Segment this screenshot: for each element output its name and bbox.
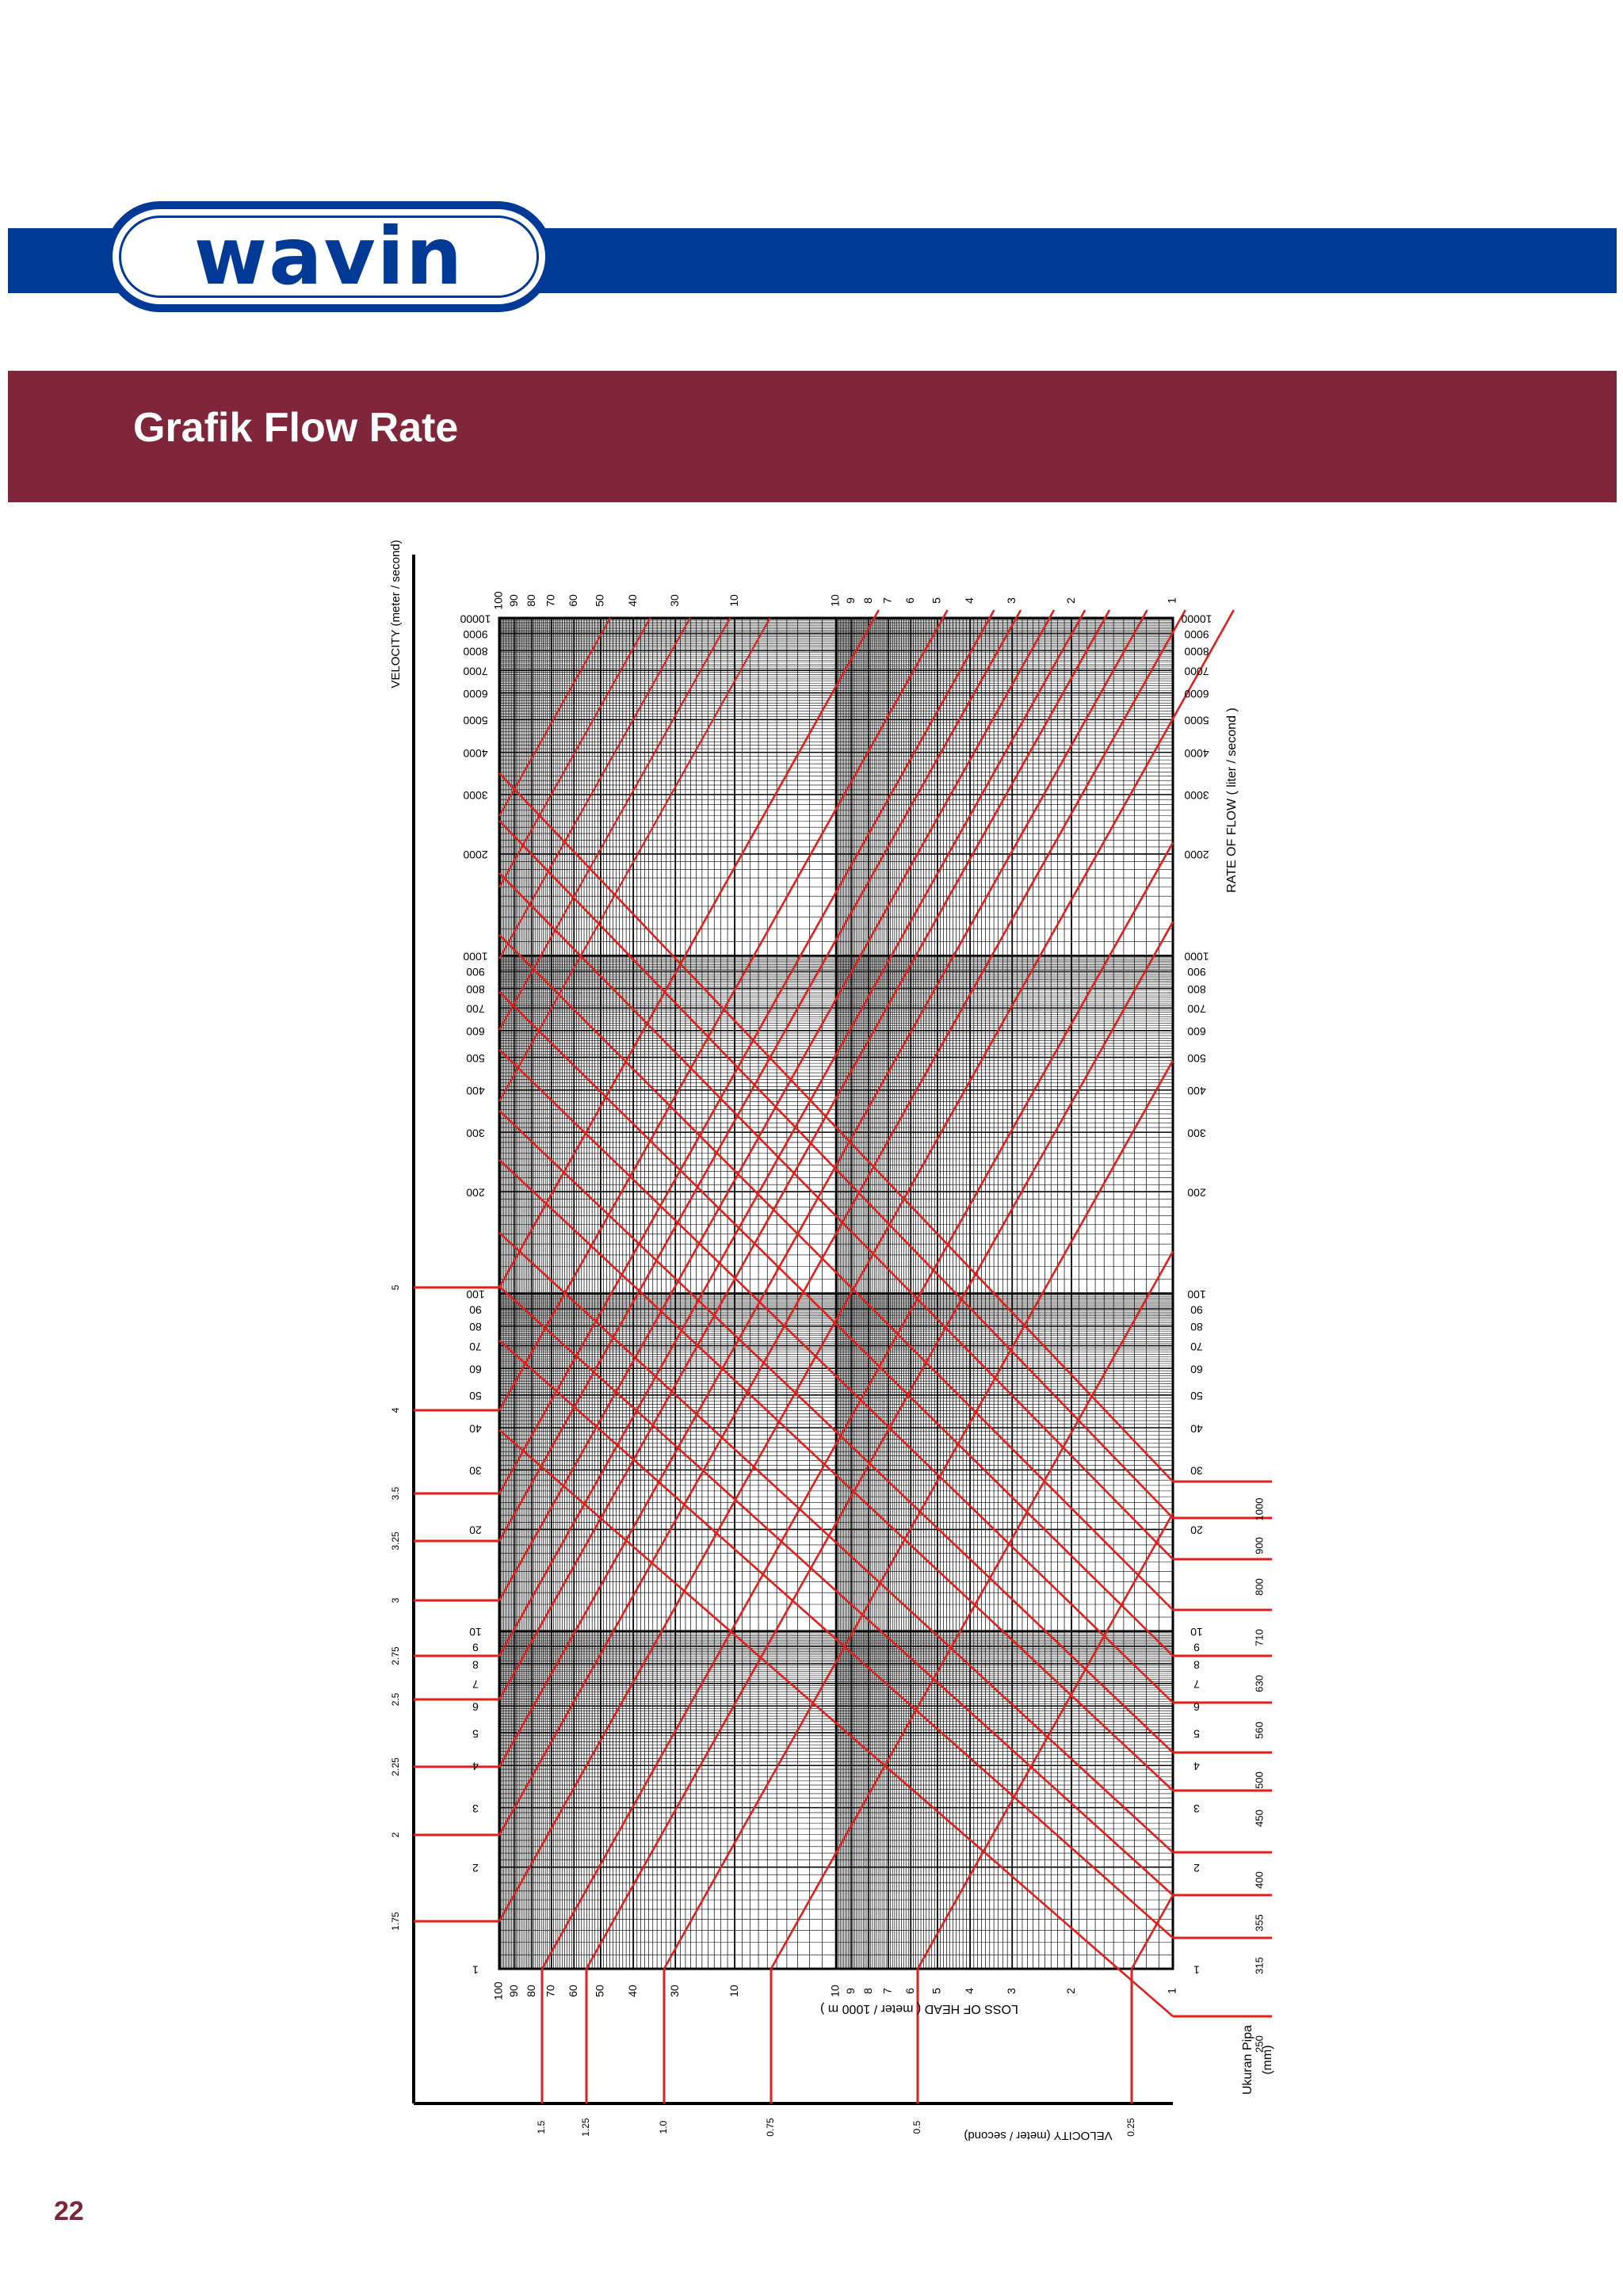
flow-tick-right: 7000	[1184, 665, 1209, 678]
flow-tick-right: 9000	[1184, 627, 1209, 641]
flow-tick-left: 600	[466, 1025, 485, 1039]
velocity-tick-left: 2	[390, 1832, 402, 1838]
flow-tick-left: 20	[469, 1524, 482, 1537]
head-tick-bottom: 2	[1064, 1988, 1077, 1994]
flow-tick-left: 4	[472, 1760, 479, 1773]
head-tick-top: 80	[524, 594, 537, 607]
flow-tick-right: 5	[1193, 1727, 1200, 1741]
head-tick-top: 50	[593, 594, 606, 607]
flow-tick-left: 6000	[463, 687, 488, 700]
head-tick-bottom: 10	[828, 1985, 842, 1997]
velocity-tick-left: 2.5	[390, 1692, 402, 1707]
flow-tick-left: 3000	[463, 789, 488, 803]
head-tick-top: 2	[1064, 597, 1077, 604]
flow-tick-left: 60	[469, 1363, 482, 1376]
flow-tick-left: 2000	[463, 849, 488, 862]
velocity-line	[771, 1252, 1173, 1969]
velocity-tick-bottom: 1.25	[580, 2118, 592, 2137]
flow-tick-left: 6	[472, 1700, 479, 1714]
velocity-line	[499, 610, 1109, 1699]
head-tick-bottom: 80	[524, 1985, 537, 1997]
head-tick-bottom: 60	[566, 1985, 579, 1997]
pipe-size-tick: 355	[1253, 1914, 1266, 1932]
head-tick-bottom: 10	[727, 1985, 740, 1997]
pipe-size-axis-label: Ukuran Pipa	[1241, 2024, 1255, 2096]
velocity-tick-bottom: 1.0	[658, 2120, 670, 2134]
page-title: Grafik Flow Rate	[133, 405, 459, 451]
flow-tick-right: 8000	[1184, 645, 1209, 658]
flow-tick-left: 50	[469, 1390, 482, 1403]
flow-tick-left: 1	[472, 1963, 479, 1977]
head-tick-bottom: 50	[593, 1985, 606, 1997]
pipe-size-tick: 400	[1253, 1871, 1266, 1889]
pipe-size-tick: 710	[1253, 1629, 1266, 1646]
pipe-size-tick: 1000	[1253, 1497, 1266, 1521]
velocity-tick-bottom: 1.5	[536, 2120, 548, 2134]
pipe-size-tick: 500	[1253, 1772, 1266, 1789]
flow-tick-left: 80	[469, 1321, 482, 1334]
flow-tick-left: 10000	[460, 612, 491, 626]
head-tick-top: 1	[1165, 597, 1178, 604]
velocity-tick-left: 2.75	[390, 1646, 402, 1665]
flow-tick-right: 2	[1193, 1861, 1200, 1875]
head-tick-top: 5	[930, 597, 943, 604]
flow-tick-left: 900	[466, 966, 485, 979]
head-tick-top: 100	[491, 591, 505, 610]
flow-tick-left: 30	[469, 1464, 482, 1478]
wavin-logo	[105, 201, 553, 312]
pipe-size-tick: 560	[1253, 1722, 1266, 1739]
head-tick-bottom: 4	[962, 1988, 976, 1994]
flow-tick-left: 800	[466, 982, 485, 996]
head-tick-bottom: 30	[667, 1985, 681, 1997]
flow-tick-right: 800	[1187, 982, 1206, 996]
head-tick-bottom: 1	[1165, 1988, 1178, 1994]
flow-tick-right: 200	[1187, 1186, 1206, 1199]
flow-tick-right: 6	[1193, 1700, 1200, 1714]
head-tick-top: 90	[507, 594, 521, 607]
velocity-tick-left: 1.75	[390, 1912, 402, 1931]
head-tick-top: 4	[962, 597, 976, 604]
pipe-size-tick: 630	[1253, 1675, 1266, 1692]
head-tick-bottom: 90	[507, 1985, 521, 1997]
pipe-size-tick: 800	[1253, 1578, 1266, 1596]
flow-tick-left: 8	[472, 1658, 479, 1672]
pipe-size-tick: 315	[1253, 1957, 1266, 1974]
flow-tick-right: 500	[1187, 1051, 1206, 1065]
velocity-line	[499, 610, 1085, 1656]
head-tick-top: 10	[727, 594, 740, 607]
pipe-size-tick: 450	[1253, 1810, 1266, 1827]
flow-tick-left: 70	[469, 1340, 482, 1353]
head-tick-bottom: 9	[844, 1988, 857, 1994]
flow-tick-right: 10000	[1181, 612, 1212, 626]
head-tick-bottom: 6	[903, 1988, 916, 1994]
chart-labels	[389, 540, 1274, 2142]
velocity-tick-left: 3.5	[390, 1486, 402, 1501]
head-tick-top: 7	[880, 597, 894, 604]
flow-tick-right: 10	[1190, 1626, 1203, 1639]
flow-tick-left: 10	[469, 1626, 482, 1639]
flow-tick-right: 100	[1187, 1287, 1206, 1301]
head-tick-top: 30	[667, 594, 681, 607]
flow-tick-left: 4000	[463, 746, 488, 760]
flow-tick-right: 400	[1187, 1085, 1206, 1098]
flow-tick-right: 7	[1193, 1678, 1200, 1691]
head-tick-top: 40	[625, 594, 639, 607]
head-tick-bottom: 40	[625, 1985, 639, 1997]
flow-tick-right: 5000	[1184, 714, 1209, 727]
head-tick-bottom: 7	[880, 1988, 894, 1994]
flow-tick-right: 3	[1193, 1802, 1200, 1815]
flow-tick-left: 5000	[463, 714, 488, 727]
flow-tick-left: 9	[472, 1641, 479, 1654]
head-tick-bottom: 100	[491, 1981, 505, 2000]
flow-tick-right: 8	[1193, 1658, 1200, 1672]
flow-tick-right: 4	[1193, 1760, 1200, 1773]
velocity-tick-bottom: 0.5	[911, 2120, 923, 2134]
head-tick-bottom: 70	[544, 1985, 557, 1997]
head-loss-axis-label: LOSS OF HEAD ( meter / 1000 m )	[820, 2001, 1018, 2016]
velocity-tick-bottom: 0.75	[765, 2118, 777, 2137]
flow-tick-right: 4000	[1184, 746, 1209, 760]
flow-tick-right: 20	[1190, 1524, 1203, 1537]
flow-tick-left: 300	[466, 1127, 485, 1140]
flow-tick-right: 70	[1190, 1340, 1203, 1353]
flow-tick-right: 60	[1190, 1363, 1203, 1376]
page-number: 22	[54, 2196, 84, 2226]
flow-tick-right: 700	[1187, 1002, 1206, 1016]
head-tick-bottom: 3	[1004, 1988, 1018, 1994]
head-tick-top: 10	[828, 594, 842, 607]
flow-tick-right: 600	[1187, 1025, 1206, 1039]
velocity-line	[499, 610, 1021, 1541]
head-tick-top: 70	[544, 594, 557, 607]
flow-tick-left: 200	[466, 1186, 485, 1199]
velocity-tick-left: 5	[390, 1284, 402, 1291]
flow-tick-right: 6000	[1184, 687, 1209, 700]
flow-tick-right: 1000	[1184, 950, 1209, 963]
flow-tick-left: 7000	[463, 665, 488, 678]
flow-axis-label: RATE OF FLOW ( liter / second )	[1225, 707, 1239, 893]
velocity-line	[499, 618, 610, 816]
flow-tick-right: 3000	[1184, 789, 1209, 803]
logo-text: wavin	[193, 210, 464, 303]
flow-tick-left: 40	[469, 1422, 482, 1436]
flow-rate-chart	[365, 539, 1316, 2155]
flow-tick-left: 90	[469, 1303, 482, 1317]
pipe-size-tick: 250	[1253, 2035, 1266, 2053]
head-tick-top: 6	[903, 597, 916, 604]
flow-tick-right: 900	[1187, 966, 1206, 979]
flow-tick-right: 90	[1190, 1303, 1203, 1317]
flow-tick-left: 2	[472, 1861, 479, 1875]
pipe-size-tick: 900	[1253, 1537, 1266, 1554]
flow-tick-right: 1	[1193, 1963, 1200, 1977]
flow-tick-left: 3	[472, 1802, 479, 1815]
flow-tick-right: 80	[1190, 1321, 1203, 1334]
flow-tick-left: 700	[466, 1002, 485, 1016]
flow-tick-right: 2000	[1184, 849, 1209, 862]
velocity-axis-label-bottom: VELOCITY (meter / second)	[964, 2129, 1113, 2143]
velocity-tick-left: 2.25	[390, 1757, 402, 1776]
flow-tick-right: 30	[1190, 1464, 1203, 1478]
flow-tick-left: 5	[472, 1727, 479, 1741]
flow-tick-left: 1000	[463, 950, 488, 963]
flow-tick-right: 300	[1187, 1127, 1206, 1140]
flow-tick-left: 7	[472, 1678, 479, 1691]
head-tick-top: 3	[1004, 597, 1018, 604]
pipe-size-axis-unit: (mm)	[1261, 2045, 1275, 2075]
velocity-tick-left: 4	[390, 1407, 402, 1413]
head-tick-bottom: 5	[930, 1988, 943, 1994]
log-grid	[499, 618, 1173, 1969]
head-tick-top: 9	[844, 597, 857, 604]
flow-tick-right: 50	[1190, 1390, 1203, 1403]
velocity-axis-label: VELOCITY (meter / second)	[388, 540, 403, 688]
flow-tick-left: 9000	[463, 627, 488, 641]
velocity-tick-bottom: 0.25	[1125, 2118, 1137, 2137]
head-tick-top: 8	[861, 597, 874, 604]
head-tick-bottom: 8	[861, 1988, 874, 1994]
flow-tick-right: 9	[1193, 1641, 1200, 1654]
velocity-tick-left: 3.25	[390, 1531, 402, 1550]
velocity-tick-left: 3	[390, 1597, 402, 1604]
flow-tick-left: 8000	[463, 645, 488, 658]
velocity-line	[542, 843, 1173, 1969]
head-tick-top: 60	[566, 594, 579, 607]
flow-tick-left: 500	[466, 1051, 485, 1065]
flow-tick-left: 400	[466, 1085, 485, 1098]
flow-tick-right: 40	[1190, 1422, 1203, 1436]
velocity-line	[499, 610, 879, 1287]
flow-tick-left: 100	[466, 1287, 485, 1301]
